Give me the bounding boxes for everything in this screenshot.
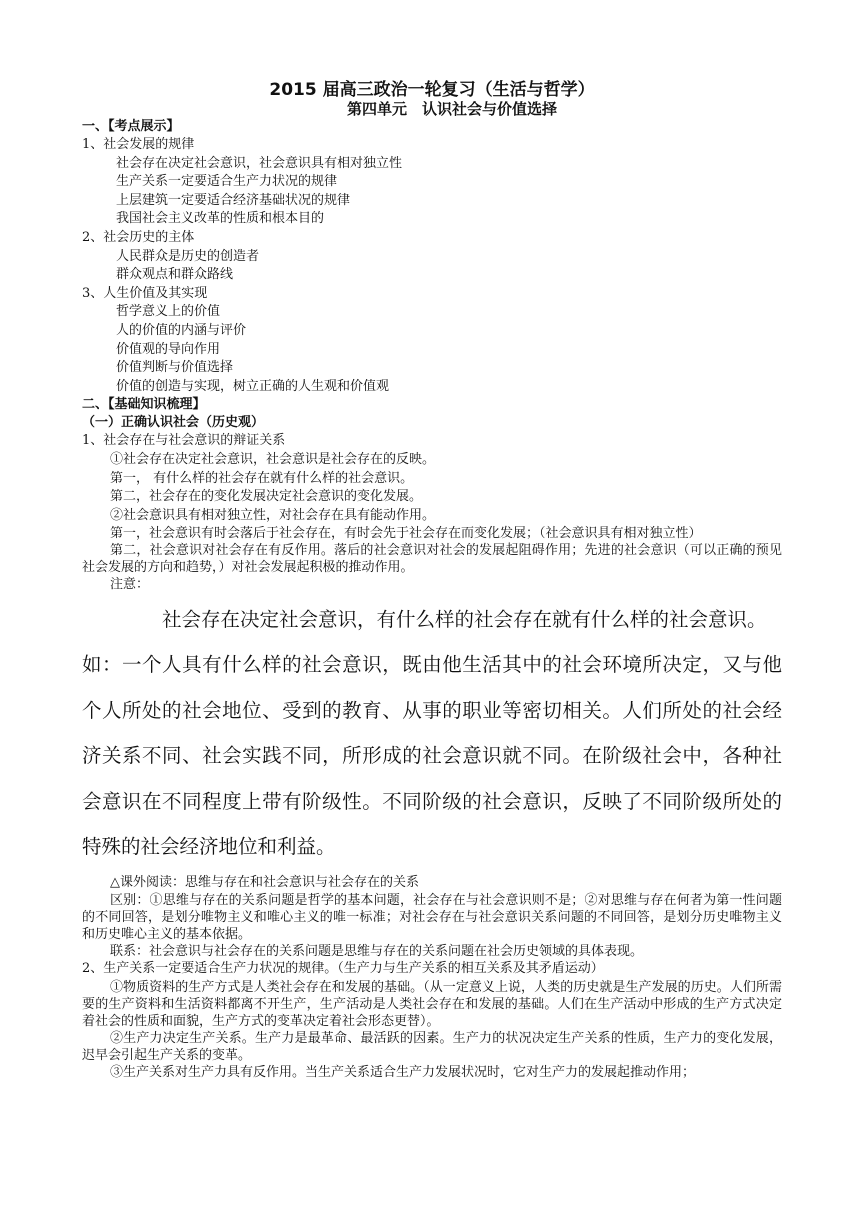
large-note-body: 如：一个人具有什么样的社会意识，既由他生活其中的社会环境所决定，又与他个人所处的社会地位、受到的教育、从事的职业等密切相关。人们所处的社会经济关系不同、社会实践不同，所形成的社会意识就不同。在阶级社会中，各种社会意识在不同程度上带有阶级性。不同阶级的社会意识，反映了不同阶级所处的特殊的社会经济地位和利益。 [82,653,782,859]
point2-para: ③生产关系对生产力具有反作用。当生产关系适合生产力发展状况时，它对生产力的发展起推动作用； [110,1065,696,1081]
section2-heading: 二、【基础知识梳理】 [82,397,206,413]
group3-item: 哲学意义上的价值 [116,304,221,320]
group2-label: 2、社会历史的主体 [82,229,195,245]
note-label: 注意： [110,577,150,593]
point1-line: 第一， 有什么样的社会存在就有什么样的社会意识。 [110,470,414,486]
section2-subheading: （一）正确认识社会（历史观） [82,415,265,431]
point2-para: ②生产力决定生产关系。生产力是最革命、最活跃的因素。生产力的状况决定生产关系的性质，生产力的变化发展，迟早会引起生产关系的变革。 [82,1031,782,1064]
group2-item: 群众观点和群众路线 [116,267,234,283]
large-note-paragraph [82,597,782,870]
group3-label: 3、人生价值及其实现 [82,285,208,301]
reading-difference: 区别：①思维与存在的关系问题是哲学的基本问题，社会存在与社会意识则不是；②对思维与存在何者为第一性问题的不同回答，是划分唯物主义和唯心主义的唯一标准；对社会存在与社会意识关系问题的不同回答，是划分历史唯物主义和历史唯心主义的基本依据。 [82,893,782,943]
point1-line: ①社会存在决定社会意识，社会意识是社会存在的反映。 [110,451,436,467]
group3-item: 价值判断与价值选择 [116,360,234,376]
document-title: 2015 届高三政治一轮复习（生活与哲学） [269,80,595,100]
group3-item: 价值的创造与实现，树立正确的人生观和价值观 [116,378,390,394]
point1-line: ②社会意识具有相对独立性，对社会存在具有能动作用。 [110,507,436,523]
reading-connection: 联系：社会意识与社会存在的关系问题是思维与存在的关系问题在社会历史领域的具体表现。 [110,944,644,960]
point1-para: 第一，社会意识有时会落后于社会存在，有时会先于社会存在而变化发展；（社会意识具有相对独立性） [110,526,702,542]
large-note-first-line: 社会存在决定社会意识，有什么样的社会存在就有什么样的社会意识。 [162,607,767,631]
reading-title: △课外阅读：思维与存在和社会意识与社会存在的关系 [110,874,419,890]
section1-heading: 一、【考点展示】 [82,119,180,134]
group3-item: 价值观的导向作用 [116,341,221,357]
group1-label: 1、社会发展的规律 [82,137,195,152]
point2-label: 2、生产关系一定要适合生产力状况的规律。（生产力与生产关系的相互关系及其矛盾运动） [82,961,604,977]
point2-para: ①物质资料的生产方式是人类社会存在和发展的基础。（从一定意义上说，人类的历史就是生产发展的历史。人们所需要的生产资料和生活资料都离不开生产，生产活动是人类社会存在和发展的基础。人们在生产活动中形成的生产方式决定着社会的性质和面貌，生产方式的变革决定着社会形态更替）。 [82,980,782,1030]
group1-item: 生产关系一定要适合生产力状况的规律 [116,174,338,190]
point1-para: 第二，社会意识对社会存在有反作用。落后的社会意识对社会的发展起阻碍作用；先进的社会意识（可以正确的预见社会发展的方向和趋势，）对社会发展起积极的推动作用。 [82,543,782,576]
point1-line: 第二，社会存在的变化发展决定社会意识的变化发展。 [110,489,423,505]
group2-item: 人民群众是历史的创造者 [116,248,260,264]
group1-item: 上层建筑一定要适合经济基础状况的规律 [116,192,351,208]
group3-item: 人的价值的内涵与评价 [116,322,247,338]
group1-item: 我国社会主义改革的性质和根本目的 [116,211,325,227]
group1-item: 社会存在决定社会意识，社会意识具有相对独立性 [116,155,403,171]
document [82,80,782,1081]
document-subtitle: 第四单元 认识社会与价值选择 [346,100,557,118]
point1-label: 1、社会存在与社会意识的辩证关系 [82,433,286,449]
